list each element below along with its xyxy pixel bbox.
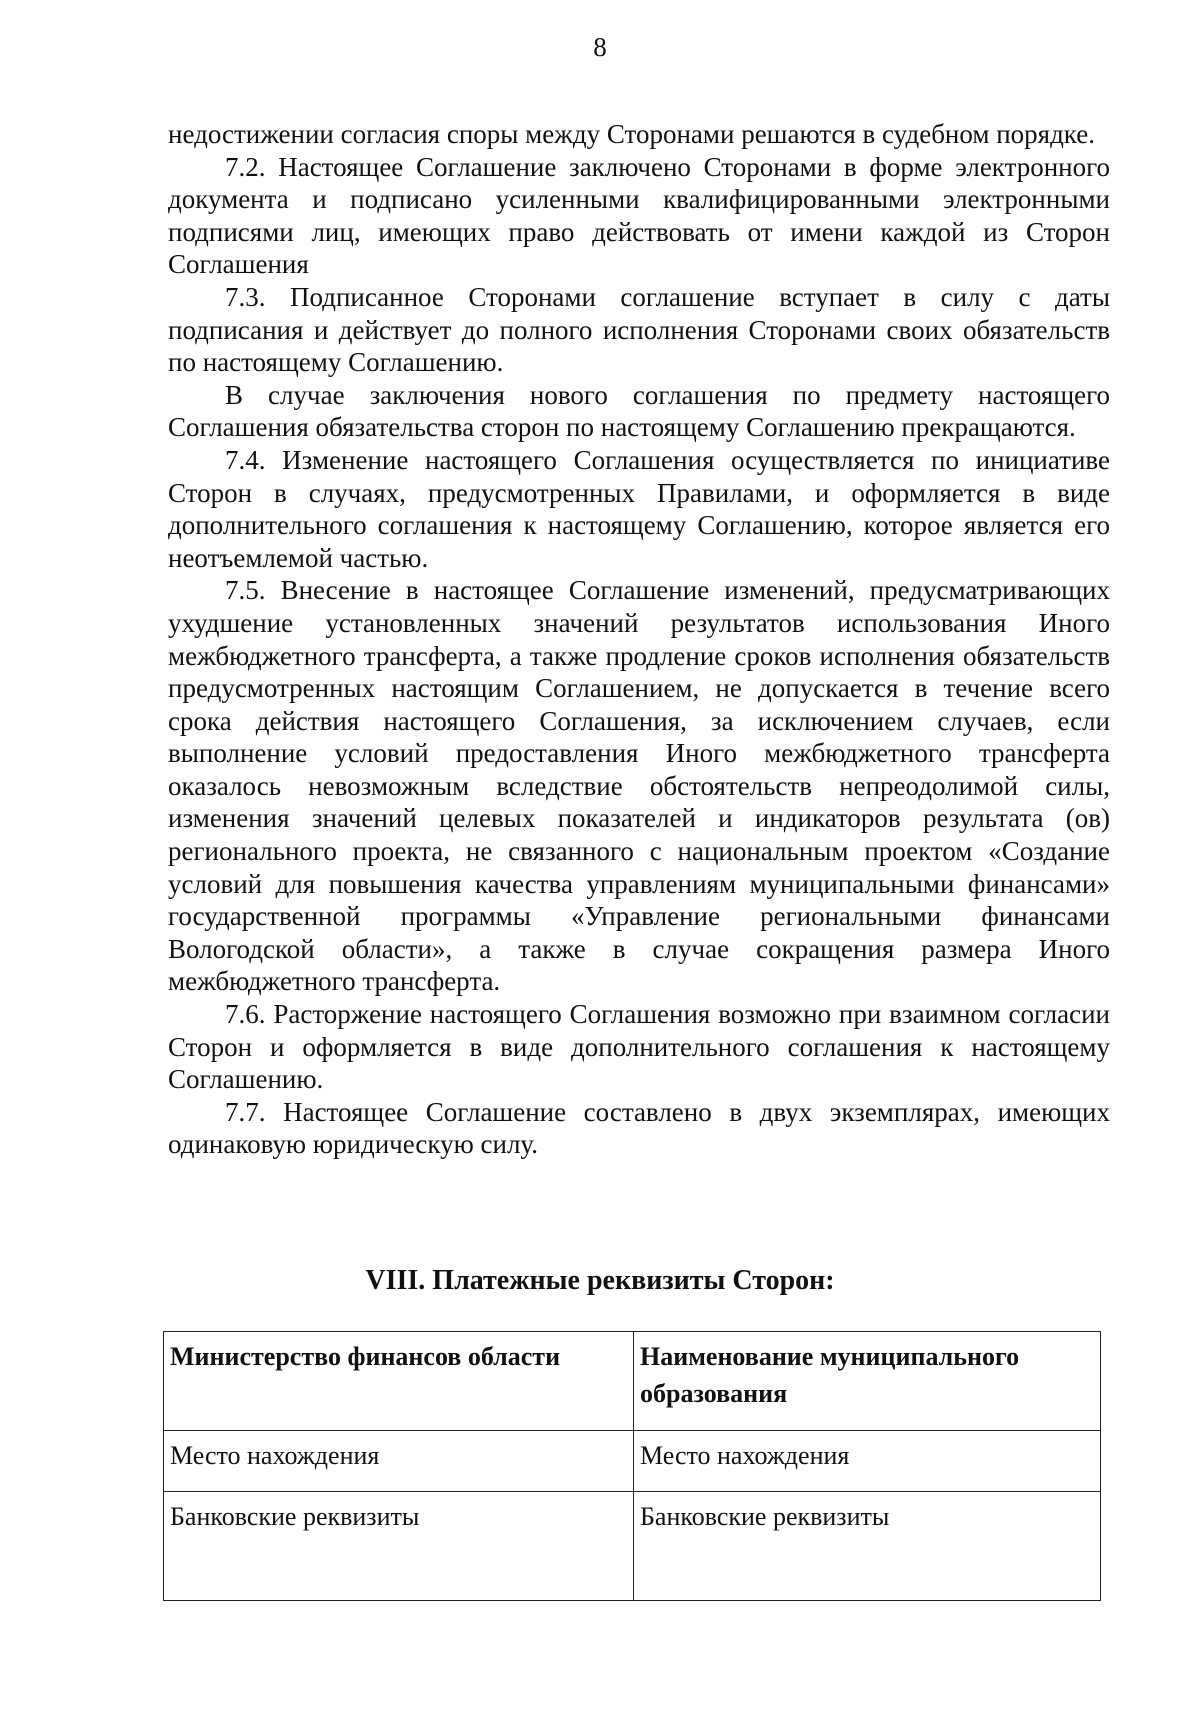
- table-header-cell: Наименование муниципального образования: [634, 1332, 1101, 1431]
- table-header-row: [164, 1332, 1101, 1431]
- page-number: 8: [593, 32, 607, 62]
- table-header-cell: Министерство финансов области: [164, 1332, 634, 1431]
- paragraph-7-4: 7.4. Изменение настоящего Соглашения осуществляется по инициативе Сторон в случаях, предусмотренных Правилами, и оформляется в виде дополнительного соглашения к настоящему Соглашению, которое является его неотъемлемой частью.: [168, 444, 1110, 573]
- paragraph-7-7: 7.7. Настоящее Соглашение составлено в двух экземплярах, имеющих одинаковую юридическую силу.: [168, 1096, 1110, 1160]
- table-cell: Место нахождения: [634, 1431, 1101, 1492]
- table-row: [164, 1431, 1101, 1492]
- document-body: [168, 118, 1110, 1161]
- table-row: [164, 1492, 1101, 1601]
- table-cell: Место нахождения: [164, 1431, 634, 1492]
- requisites-table: [163, 1331, 1101, 1601]
- paragraph-7-1-continued: недостижении согласия споры между Сторонами решаются в судебном порядке.: [168, 119, 1095, 149]
- paragraph-new-agreement: В случае заключения нового соглашения по предмету настоящего Соглашения обязательства сторон по настоящему Соглашению прекращаются.: [168, 379, 1110, 443]
- paragraph-7-3: 7.3. Подписанное Сторонами соглашение вступает в силу с даты подписания и действует до полного исполнения Сторонами своих обязательств по настоящему Соглашению.: [168, 281, 1110, 378]
- paragraph-7-6: 7.6. Расторжение настоящего Соглашения возможно при взаимном согласии Сторон и оформляется в виде дополнительного соглашения к настоящему Соглашению.: [168, 999, 1110, 1095]
- section-heading: VIII. Платежные реквизиты Сторон:: [365, 1265, 835, 1296]
- table-cell: Банковские реквизиты: [164, 1492, 634, 1601]
- table-cell: Банковские реквизиты: [634, 1492, 1101, 1601]
- paragraph-7-2: 7.2. Настоящее Соглашение заключено Сторонами в форме электронного документа и подписано усиленными квалифицированными электронными подписями лиц, имеющих право действовать от имени каждой из Сторон Соглашения: [168, 151, 1110, 280]
- paragraph-7-5: 7.5. Внесение в настоящее Соглашение изменений, предусматривающих ухудшение установленных значений результатов использования Иного межбюджетного трансферта, а также продление сроков исполнения обязательств предусмотренных настоящим Соглашением, не допускается в течение всего срока действия настоящего Соглашения, за исключением случаев, если выполнение условий предоставления Иного межбюджетного трансферта оказалось невозможным вследствие обстоятельств непреодолимой силы, изменения значений целевых показателей и индикаторов результата (ов) регионального проекта, не связанного с национальным проектом «Создание условий для повышения качества управлениям муниципальными финансами» государственной программы «Управление региональными финансами Вологодской области», а также в случае сокращения размера Иного межбюджетного трансферта.: [168, 575, 1110, 997]
